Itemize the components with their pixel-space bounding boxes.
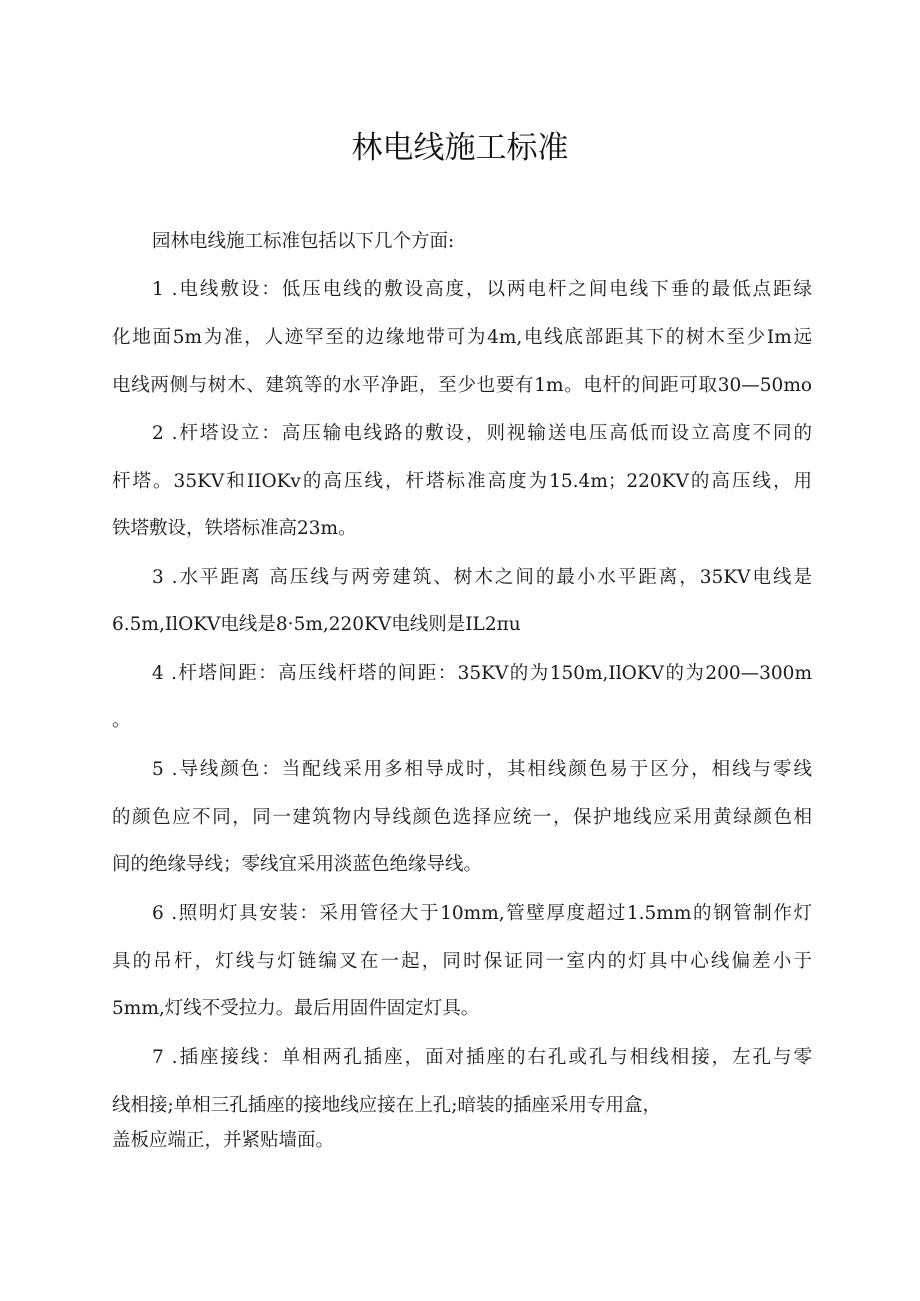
section-2-line-3: 铁塔敷设，铁塔标准高23m。 (112, 518, 357, 539)
intro-line: 园林电线施工标准包括以下几个方面: (152, 231, 455, 252)
section-7-line-2: 线相接;单相三孔插座的接地线应接在上孔;暗装的插座采用专用盒， (112, 1095, 661, 1116)
section-4-line-1: 4 .杆塔间距：高压线杆塔的间距：35KV的为150m,IlOKV的为200—300m (152, 663, 812, 684)
section-7-line-3: 盖板应端正，并紧贴墙面。 (112, 1130, 335, 1151)
section-6-line-3: 5mm,灯线不受拉力。最后用固件固定灯具。 (112, 998, 480, 1019)
section-1-line-1: 1 .电线敷设：低压电线的敷设高度，以两电杆之间电线下垂的最低点距绿 (152, 279, 812, 300)
section-5-line-1: 5 .导线颜色：当配线采用多相导成时，其相线颜色易于区分，相线与零线 (152, 759, 812, 780)
section-1-line-2: 化地面5m为准，人迹罕至的边缘地带可为4m,电线底部距其下的树木至少Im远 (112, 327, 812, 348)
document-title: 林电线施工标准 (351, 130, 569, 166)
section-5-line-3: 间的绝缘导线；零线宜采用淡蓝色绝缘导线。 (112, 854, 483, 875)
section-6-line-2: 具的吊杆，灯线与灯链编叉在一起，同时保证同一室内的灯具中心线偏差小于 (112, 951, 812, 972)
section-3-line-1: 3 .水平距离 高压线与两旁建筑、树木之间的最小水平距离，35KV电线是 (152, 567, 812, 588)
section-2-line-2: 杆塔。35KV和IIOKv的高压线，杆塔标准高度为15.4m；220KV的高压线，用 (112, 471, 812, 492)
section-1-line-3: 电线两侧与树木、建筑等的水平净距，至少也要有1m。电杆的间距可取30—50mo (112, 375, 812, 396)
section-5-line-2: 的颜色应不同，同一建筑物内导线颜色选择应统一，保护地线应采用黄绿颜色相 (112, 807, 812, 828)
section-6-line-1: 6 .照明灯具安装：采用管径大于10mm,管壁厚度超过1.5mm的钢管制作灯 (152, 903, 812, 924)
section-2-line-1: 2 .杆塔设立：高压输电线路的敷设，则视输送电压高低而设立高度不同的 (152, 423, 812, 444)
section-7-line-1: 7 .插座接线：单相两孔插座，面对插座的右孔或孔与相线相接，左孔与零 (152, 1047, 812, 1068)
section-4-line-2: 。 (112, 710, 131, 731)
section-3-line-2: 6.5m,IlOKV电线是8·5m,220KV电线则是IL2πu (112, 614, 521, 635)
